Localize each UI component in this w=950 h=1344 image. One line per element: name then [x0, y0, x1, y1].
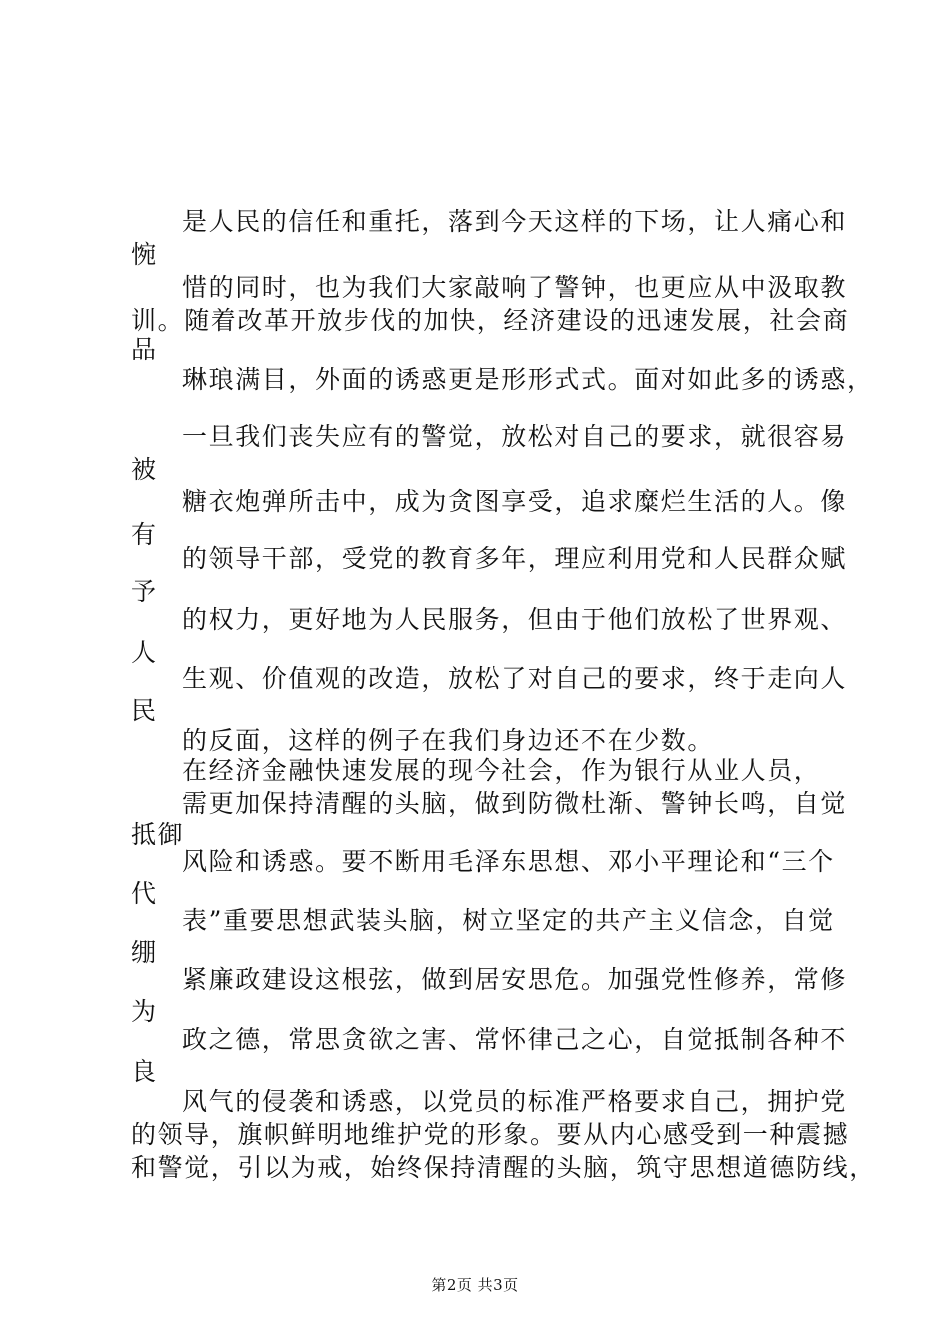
text-line: 良	[131, 1057, 158, 1086]
text-line: 紧廉政建设这根弦，做到居安思危。加强党性修养，常修	[182, 965, 848, 994]
text-line: 一旦我们丧失应有的警觉，放松对自己的要求，就很容易	[182, 422, 848, 451]
text-line: 政之德，常思贪欲之害、常怀律己之心，自觉抵制各种不	[182, 1025, 848, 1054]
text-line: 品	[131, 335, 158, 364]
text-line: 的领导干部，受党的教育多年，理应利用党和人民群众赋	[182, 544, 848, 573]
text-line: 惜的同时，也为我们大家敲响了警钟，也更应从中汲取教	[182, 273, 848, 302]
text-line: 有	[131, 520, 158, 549]
text-line: 训。随着改革开放步伐的加快，经济建设的迅速发展，社会商	[131, 306, 850, 335]
text-line: 的权力，更好地为人民服务，但由于他们放松了世界观、	[182, 605, 848, 634]
text-line: 民	[131, 696, 158, 725]
text-line: 表”重要思想武装头脑，树立坚定的共产主义信念，自觉	[182, 906, 835, 935]
text-line: 琳琅满目，外面的诱惑更是形形式式。面对如此多的诱惑，	[182, 365, 874, 394]
text-line: 人	[131, 638, 158, 667]
text-line: 予	[131, 577, 158, 606]
text-line: 生观、价值观的改造，放松了对自己的要求，终于走向人	[182, 664, 848, 693]
text-line: 风气的侵袭和诱惑，以党员的标准严格要求自己，拥护党	[182, 1087, 848, 1116]
text-line: 糖衣炮弹所击中，成为贪图享受，追求糜烂生活的人。像	[182, 487, 848, 516]
text-line: 惋	[131, 240, 158, 269]
text-line: 代	[131, 879, 158, 908]
text-line: 绷	[131, 938, 158, 967]
text-line: 在经济金融快速发展的现今社会，作为银行从业人员，	[182, 756, 821, 785]
text-line: 风险和诱惑。要不断用毛泽东思想、邓小平理论和“三个	[182, 847, 835, 876]
text-line: 需更加保持清醒的头脑，做到防微杜渐、警钟长鸣，自觉	[182, 789, 848, 818]
text-line: 是人民的信任和重托，落到今天这样的下场，让人痛心和	[182, 207, 848, 236]
page-number-footer: 第2页 共3页	[431, 1276, 519, 1294]
text-line: 和警觉，引以为戒，始终保持清醒的头脑，筑守思想道德防线，	[131, 1153, 876, 1182]
text-line: 的领导，旗帜鲜明地维护党的形象。要从内心感受到一种震撼	[131, 1120, 850, 1149]
text-line: 的反面，这样的例子在我们身边还不在少数。	[182, 726, 715, 755]
text-line: 抵御	[131, 820, 185, 849]
text-line: 被	[131, 455, 158, 484]
text-line: 为	[131, 997, 158, 1026]
